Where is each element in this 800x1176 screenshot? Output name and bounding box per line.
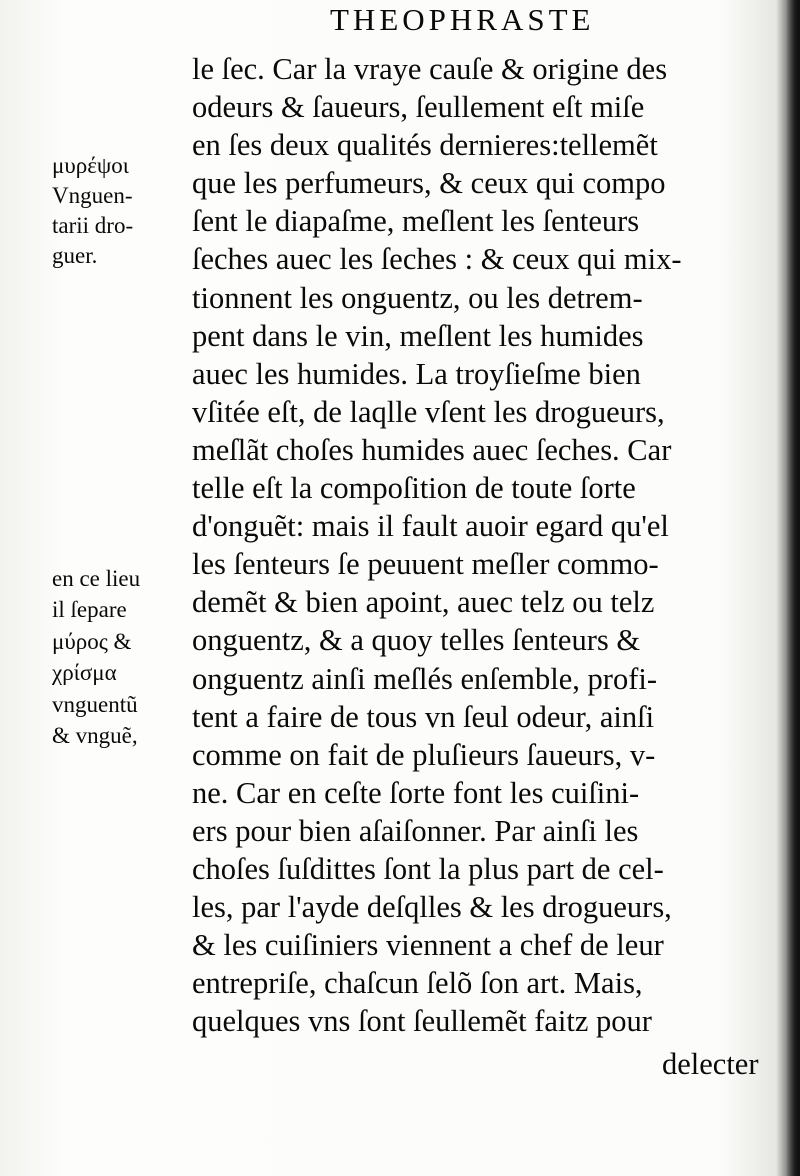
margin-note-line: μυρέψοι [52,153,129,178]
text-line: odeurs & ſaueurs, ſeullement eſt miſe [192,90,645,125]
text-line: entrepriſe, chaſcun ſelõ ſon art. Mais, [192,966,643,1001]
text-line: meſlãt choſes humides auec ſeches. Car [192,432,672,467]
text-line: & les cuiſiniers viennent a chef de leur [192,928,664,963]
margin-note-line: μύρος & [52,628,132,654]
text-line: choſes ſuſdittes ſont la plus part de cel- [192,851,664,886]
text-line: onguentz, & a quoy telles ſenteurs & [192,623,641,658]
margin-note-line: vnguentũ [52,691,138,717]
page-edge-shadow [786,0,800,1176]
text-line: telle eſt la compoſition de toute ſorte [192,471,636,506]
margin-note-line: tarii dro- [52,213,134,238]
text-line: les ſenteurs ſe peuuent meſler commo- [192,547,659,582]
margin-note-line: il ſepare [52,597,127,623]
text-line: le ſec. Car la vraye cauſe & origine des [192,52,668,86]
text-line: vſitée eſt, de laqlle vſent les drogueurs, [192,394,665,429]
text-line: ne. Car en ceſte ſorte font les cuiſini- [192,775,640,810]
text-line: ſeches auec les ſeches : & ceux qui mix- [192,242,682,277]
margin-note-line: χρίσμα [52,660,117,686]
margin-note-line: guer. [52,243,98,268]
text-line: comme on fait de pluſieurs ſaueurs, v- [192,737,656,772]
text-line: les, par l'ayde deſqlles & les drogueurs, [192,890,672,925]
running-head: THEOPHRASTE [330,2,595,37]
text-line: auec les humides. La troyſieſme bien [192,356,641,391]
text-line: en ſes deux qualités dernieres:tellemẽt [192,128,658,163]
margin-note-1 [52,151,133,271]
text-line: d'onguẽt: mais il fault auoir egard qu'el [192,509,669,544]
text-line: onguentz ainſi meſlés enſemble, profi- [192,661,657,696]
margin-note-line: & vnguẽ, [52,722,138,748]
text-line: pent dans le vin, meſlent les humides [192,318,644,353]
text-line: quelques vns ſont ſeullemẽt faitz pour [192,1004,652,1039]
catchword: delecter [662,1047,759,1081]
margin-note-2 [52,563,140,751]
body-text [192,50,682,1040]
text-line: que les perfumeurs, & ceux qui compo [192,166,666,201]
text-line: ers pour bien aſaiſonner. Par ainſi les [192,813,639,848]
text-line: tent a faire de tous vn ſeul odeur, ainſi [192,699,655,734]
margin-note-line: Vnguen- [52,183,133,208]
text-line: demẽt & bien apoint, auec telz ou telz [192,585,655,620]
text-line: tionnent les onguentz, ou les detrem- [192,280,643,315]
text-line: ſent le diapaſme, meſlent les ſenteurs [192,204,640,239]
margin-note-line: en ce lieu [52,566,141,591]
